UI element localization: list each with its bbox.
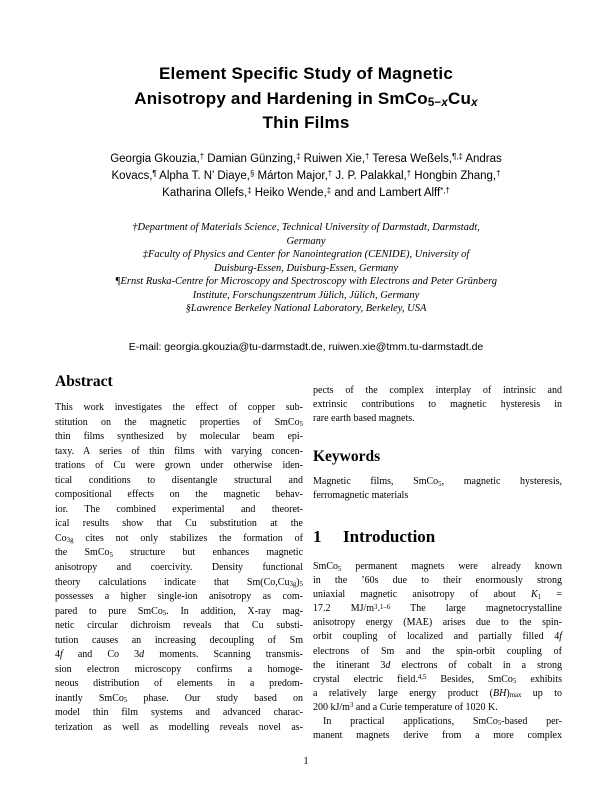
abstract-heading (55, 372, 303, 391)
section-title: Keywords (313, 448, 381, 466)
text-line: ferromagnetic materials (313, 490, 409, 502)
text-line: electrons of Sm and the spin-orbit coupling of (313, 645, 562, 657)
introduction-paragraph-1 (313, 560, 562, 715)
text-line: theory calculations indicate that $Sm(Co,Cu_{3g})_5$ (55, 576, 303, 589)
section-title: Abstract (55, 373, 113, 390)
section-number: 1 (313, 527, 322, 547)
text-line: Thin Films (262, 113, 350, 132)
text-line: model thin film systems and advanced charac- (55, 707, 303, 719)
text-line: Magnetic films, SmCo$_5$, magnetic hysteresis, (313, 476, 562, 488)
text-line: Anisotropy and Hardening in $SmCo_{5-x}Cu_x$ (134, 88, 478, 110)
text-line: ical results show that Cu substitution at the (55, 518, 303, 530)
text-line: In practical applications, SmCo$_5$-based per- (323, 715, 562, 728)
text-line: inantly SmCo$_5$ phase. Our study based on (55, 692, 303, 705)
text-line: ¶Ernst Ruska-Centre for Microscopy and Spectroscopy with Electrons and Peter Grünberg (114, 276, 498, 288)
text-line: pects of the complex interplay of intrinsic and (313, 385, 562, 396)
email-line: E-mail: georgia.gkouzia@tu-darmstadt.de, ruiwen.xie@tmm.tu-darmstadt.de (128, 341, 484, 353)
text-line: in the ’60s due to their enormously strong (313, 575, 562, 587)
text-line: manent magnets derive from a more complex (313, 729, 562, 741)
text-line: the itinerant 3d electrons of cobalt in a strong (313, 659, 562, 671)
text-line: pared to pure SmCo$_5$. In addition, X-ray mag- (55, 605, 303, 618)
text-line: the SmCo$_5$ structure but enhances magnetic (55, 547, 304, 559)
text-line: taxy. A series of thin films with varying concen- (55, 445, 303, 457)
text-line: Institute, Forschungszentrum Jülich, Jülich, Germany (192, 289, 420, 301)
text-line: §Lawrence Berkeley National Laboratory, Berkeley, USA (185, 303, 427, 315)
text-line: tution causes an increasing decoupling of Sm (55, 634, 303, 646)
author-list (0, 151, 612, 203)
text-line: ‡Faculty of Physics and Center for Nanointegration (CENIDE), University of (142, 249, 470, 261)
text-line: anisotropy and coercivity. Density functional (55, 562, 303, 574)
text-line: a relatively large energy product $(BH)_{max}$ up to (313, 687, 563, 700)
affiliation-list (0, 221, 612, 316)
text-line: compositional effects on the magnetic behav- (55, 489, 303, 501)
text-line: SmCo$_5$ permanent magnets were already known (313, 561, 562, 573)
text-line: thin films synthesized by molecular beam epi- (55, 431, 303, 443)
text-line: Duisburg-Essen, Duisburg-Essen, Germany (213, 262, 399, 274)
text-line: netic circular dichroism reveals that Cu substi- (55, 620, 303, 632)
text-line: terization as well as modelling reveals novel as- (55, 722, 303, 734)
text-line: anisotropy energy (MAE) arises due to the spin- (313, 617, 562, 629)
text-line: stitution on the magnetic properties of SmCo$_5$ (55, 416, 303, 429)
text-line: Element Specific Study of Magnetic (159, 64, 453, 83)
page-number: 1 (303, 756, 309, 767)
keywords-paragraph (313, 475, 562, 503)
keywords-heading (313, 447, 562, 466)
introduction-paragraph-2 (313, 715, 562, 743)
text-line: possesses a higher single-ion anisotropy as com- (55, 591, 303, 603)
introduction-heading (313, 527, 562, 547)
text-line: Germany (286, 235, 326, 247)
abstract-paragraph (55, 401, 303, 736)
text-line: uniaxial magnetic anisotropy of about $K_1$ = (313, 589, 562, 601)
left-column (55, 372, 303, 736)
text-line: ior. The combined experimental and theoret- (55, 503, 303, 515)
text-line: This work investigates the effect of copper sub- (55, 402, 303, 413)
text-line: orbit coupling of localized and partially filled 4f (313, 631, 562, 643)
text-line: Kovacs,¶ Alpha T. N’ Diaye,§ Márton Major,† J. P. Palakkal,† Hongbin Zhang,† (111, 169, 501, 183)
text-line: $Co_{3g}$ cites not only stabilizes the formation of (55, 532, 303, 545)
text-line: rare earth based magnets. (313, 413, 415, 425)
text-line: extrinsic contributions to magnetic hysteresis in (313, 399, 562, 411)
text-line: 4f and Co 3d moments. Scanning transmis- (55, 649, 303, 661)
text-line: Katharina Ollefs,‡ Heiko Wende,‡ and and Lambert Alff*,† (162, 186, 450, 200)
right-column (313, 384, 562, 743)
paper-title (0, 62, 612, 136)
text-line: 200 $kJ/m^3$ and a Curie temperature of 1020 K. (313, 701, 498, 713)
text-line: neous distribution of elements in a predom- (55, 678, 303, 690)
text-line: 17.2 $MJ/m^3.^{1-6}$ The large magnetocrystalline (313, 603, 562, 615)
text-line: Georgia Gkouzia,† Damian Günzing,‡ Ruiwen Xie,† Teresa Weßels,¶,‡ Andras (110, 152, 502, 165)
section-title: Introduction (343, 527, 436, 547)
text-line: crystal electric field.$^{4,5}$ Besides, SmCo$_5$ exhibits (313, 673, 562, 686)
text-line: sion electron microscopy confirms a homoge- (55, 663, 303, 675)
abstract-continuation (313, 384, 562, 426)
text-line: †Department of Materials Science, Technical University of Darmstadt, Darmstadt, (132, 222, 480, 233)
text-line: trations of Cu were grown under otherwise iden- (55, 460, 303, 472)
text-line: tical conditions to disentangle structural and (55, 474, 303, 486)
